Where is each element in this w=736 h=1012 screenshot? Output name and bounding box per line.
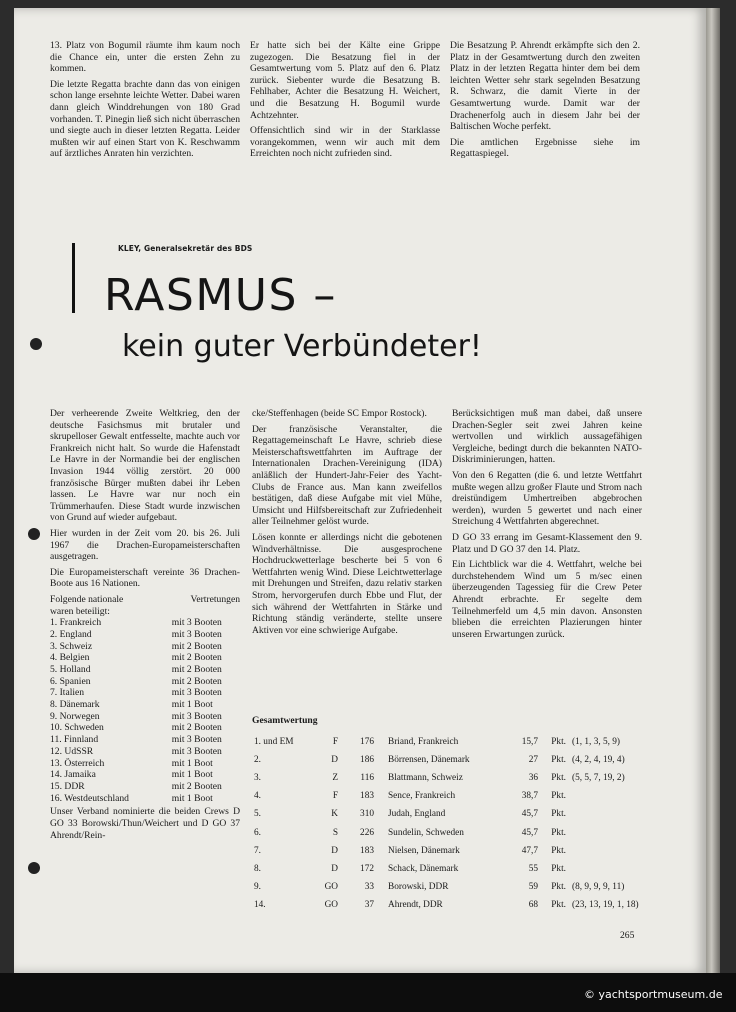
article-column-1 [50, 408, 240, 845]
results-name: Schack, Dänemark [388, 863, 459, 874]
nation-name: 2. England [50, 628, 92, 640]
nation-row [50, 617, 238, 629]
nation-name: 12. UdSSR [50, 745, 94, 757]
article-column-2 [252, 408, 442, 640]
paragraph: Er hatte sich bei der Kälte eine Grippe zugezogen. Die Besatzung fiel in der Gesamtwertung vom 5. Platz auf den 6. Platz zurück. Siebenter wurde die Besatzung B. Fehlhaber, Achter die Besatzung H. Weichert, und die Besatzung H. Bogumil wurde Achtzehnter. [250, 40, 440, 121]
results-place: 5. [254, 809, 261, 820]
results-prefix: D [331, 863, 338, 874]
nations-table [50, 617, 238, 804]
nation-name: 10. Schweden [50, 722, 104, 734]
nation-row [50, 746, 238, 758]
results-points: 27 [528, 755, 538, 766]
nations-intro-c: waren beteiligt: [50, 605, 110, 617]
results-title: Gesamtwertung [252, 715, 318, 726]
nation-row [50, 652, 238, 664]
top-column-3 [450, 40, 640, 164]
top-column-2 [250, 40, 440, 164]
results-unit: Pkt. [551, 773, 566, 784]
results-unit: Pkt. [551, 845, 566, 856]
nation-boats: mit 1 Boot [171, 699, 213, 711]
results-unit: Pkt. [551, 863, 566, 874]
results-name: Börrensen, Dänemark [388, 755, 470, 766]
nation-row [50, 769, 238, 781]
nation-boats: mit 3 Booten [171, 687, 222, 699]
paragraph: D GO 33 errang im Gesamt-Klassement den 9. Platz und D GO 37 den 14. Platz. [452, 531, 642, 555]
nation-name: 11. Finnland [50, 734, 99, 746]
page-number: 265 [620, 930, 635, 941]
paragraph: Die Europameisterschaft vereinte 36 Drachen-Boote aus 16 Nationen. [50, 566, 240, 590]
results-points: 45,7 [521, 809, 538, 820]
results-prefix: K [331, 809, 338, 820]
nation-name: 7. Italien [50, 687, 85, 699]
nation-boats: mit 3 Booten [171, 710, 222, 722]
results-place: 6. [254, 827, 261, 838]
nation-name: 1. Frankreich [50, 617, 102, 629]
nation-row [50, 641, 238, 653]
paragraph: Der verheerende Zweite Weltkrieg, den der deutsche Fasichsmus mit brutaler und skrupelloser Gewalt entfesselte, machte auch vor Frankreich nicht halt. So wurde die Hafenstadt Le Havre in der Normandie bei der englischen Invasion 1944 völlig zerstört. 20 000 französische Bürger mußten dabei ihr Leben lassen. Le Havre war nur noch ein Trümmerhaufen. Diese Stadt wurde inzwischen von Grund auf wieder aufgebaut. [50, 408, 240, 524]
paragraph: Offensichtlich sind wir in der Starklasse vorangekommen, wenn wir auch mit dem Erreichten noch nicht zufrieden sind. [250, 125, 440, 160]
top-column-1 [50, 40, 240, 164]
title-line-1: RASMUS – [104, 270, 337, 321]
paragraph: Unser Verband nominierte die beiden Crews D GO 33 Borowski/Thun/Weichert und D GO 37 Ahrendt/Rein- [50, 806, 240, 841]
results-place: 1. und EM [254, 737, 294, 748]
results-place: 4. [254, 791, 261, 802]
nation-boats: mit 3 Booten [171, 734, 222, 746]
results-place: 8. [254, 863, 261, 874]
nation-name: 3. Schweiz [50, 640, 93, 652]
heading-bar [72, 243, 75, 313]
results-sail-number: 37 [364, 899, 374, 910]
results-detail: (4, 2, 4, 19, 4) [572, 755, 625, 766]
results-detail [566, 860, 672, 878]
nation-name: 15. DDR [50, 780, 85, 792]
results-detail [566, 823, 672, 841]
binding-hole [30, 338, 42, 350]
results-row [254, 878, 672, 896]
results-points: 59 [528, 881, 538, 892]
nation-name: 16. Westdeutschland [50, 792, 129, 804]
results-detail [566, 842, 672, 860]
nation-boats: mit 1 Boot [171, 757, 213, 769]
results-name: Judah, England [388, 809, 446, 820]
results-sail-number: 186 [360, 755, 374, 766]
results-row [254, 787, 672, 805]
paragraph: Die Besatzung P. Ahrendt erkämpfte sich den 2. Platz in der Gesamtwertung durch den zweiten Platz in der letzten Regatta hinter dem bei dem leichten Wetter sehr stark segelnden Besatzung R. Schwarz, die damit Vierte in der Gesamtwertung wurde. Damit war der Drachenerfolg auch in diesem Jahr bei der Baltischen Woche perfekt. [450, 40, 640, 133]
nation-boats: mit 2 Booten [171, 652, 222, 664]
results-points: 45,7 [521, 827, 538, 838]
results-place: 9. [254, 881, 261, 892]
results-prefix: F [332, 791, 338, 802]
results-sail-number: 172 [360, 863, 374, 874]
results-unit: Pkt. [551, 737, 566, 748]
nation-boats: mit 1 Boot [171, 769, 213, 781]
results-sail-number: 226 [360, 827, 374, 838]
article-column-3 [452, 408, 642, 644]
results-name: Briand, Frankreich [388, 737, 459, 748]
nation-name: 4. Belgien [50, 652, 90, 664]
results-row [254, 842, 672, 860]
nation-name: 14. Jamaika [50, 769, 96, 781]
results-points: 55 [528, 863, 538, 874]
nation-boats: mit 2 Booten [171, 780, 222, 792]
nation-row [50, 664, 238, 676]
results-name: Blattmann, Schweiz [388, 773, 463, 784]
results-row [254, 733, 672, 751]
results-row [254, 823, 672, 841]
book-edge [706, 8, 720, 973]
results-unit: Pkt. [551, 899, 566, 910]
results-prefix: F [332, 737, 338, 748]
title-line-2: kein guter Verbündeter! [122, 329, 482, 364]
results-row [254, 896, 672, 914]
results-detail [566, 805, 672, 823]
nation-name: 5. Holland [50, 663, 91, 675]
results-name: Ahrendt, DDR [388, 899, 443, 910]
results-sail-number: 176 [360, 737, 374, 748]
results-prefix: D [331, 845, 338, 856]
results-detail: (23, 13, 19, 1, 18) [572, 899, 639, 910]
results-prefix: D [331, 755, 338, 766]
nations-intro-b: Vertretungen [190, 593, 240, 605]
results-prefix: GO [324, 899, 338, 910]
nations-intro [50, 594, 240, 606]
results-prefix: S [332, 827, 338, 838]
byline: KLEY, Generalsekretär des BDS [118, 244, 253, 253]
results-detail [566, 787, 672, 805]
nation-boats: mit 3 Booten [171, 745, 222, 757]
results-unit: Pkt. [551, 791, 566, 802]
nation-row [50, 687, 238, 699]
results-unit: Pkt. [551, 881, 566, 892]
results-points: 15,7 [521, 737, 538, 748]
results-sail-number: 183 [360, 845, 374, 856]
nation-row [50, 699, 238, 711]
results-sail-number: 310 [360, 809, 374, 820]
results-place: 2. [254, 755, 261, 766]
results-name: Sence, Frankreich [388, 791, 456, 802]
nation-row [50, 711, 238, 723]
results-row [254, 769, 672, 787]
paragraph: Der französische Veranstalter, die Regattagemeinschaft Le Havre, schrieb diese Meisterschaftswettfahrten im Auftrage der Internationalen Drachen-Vereinigung (IDA) anläßlich der Hundert-Jahr-Feier des Yacht-Clubs de France aus. Man kann zweifellos bestätigen, daß diese Aufgabe mit viel Mühe, Umsicht und Hilfsbereitschaft zur Zufriedenheit aller Teilnehmer gelöst wurde. [252, 423, 442, 528]
results-place: 3. [254, 773, 261, 784]
results-name: Borowski, DDR [388, 881, 449, 892]
paragraph: Berücksichtigen muß man dabei, daß unsere Drachen-Segler seit zwei Jahren keine wertvollen und wirklich aussagefähigen Vergleiche, bedingt durch die bekannten NATO-Diskriminierungen, hatten. [452, 408, 642, 466]
results-points: 47,7 [521, 845, 538, 856]
results-unit: Pkt. [551, 827, 566, 838]
nation-row [50, 781, 238, 793]
binding-hole [28, 862, 40, 874]
nation-name: 13. Österreich [50, 757, 105, 769]
paragraph: Ein Lichtblick war die 4. Wettfahrt, welche bei durchstehendem Wind um 5 m/sec einen überzeugenden Tagessieg für die Crew Peter Ahrendt erbrachte. Er segelte dem Teilnehmerfeld um 4,5 min davon. Ansonsten blieben die erreichten Plazierungen hinter unseren Erwartungen zurück. [452, 559, 642, 640]
paragraph: Von den 6 Regatten (die 6. und letzte Wettfahrt mußte wegen allzu großer Flaute und Strom nach dreistündigem Umhertreiben abgebrochen werden), wurden 5 gewertet und nach einer Streichung 4 Wettfahrten abgerechnet. [452, 469, 642, 528]
paragraph: 13. Platz von Bogumil räumte ihm kaum noch die Chance ein, unter die ersten Zehn zu kommen. [50, 40, 240, 75]
results-row [254, 805, 672, 823]
nation-boats: mit 1 Boot [171, 792, 213, 804]
results-name: Sundelin, Schweden [388, 827, 464, 838]
nation-boats: mit 3 Booten [171, 617, 222, 629]
nation-name: 8. Dänemark [50, 699, 100, 711]
results-points: 38,7 [521, 791, 538, 802]
paragraph: Lösen konnte er allerdings nicht die gebotenen Windverhältnisse. Die ausgesprochene Hochdruckwetterlage bescherte bei 5 von 6 Wettfahrten wenig Wind. Diese Leichtwetterlage mit Drehungen und Streifen, dazu relativ starken Strom, hervorgerufen durch Ebbe und Flut, der sich während der Wettfahrten in Stärke und Richtung ständig veränderte, stellte unsere Aktiven vor eine schwierige Aufgabe. [252, 531, 442, 636]
results-prefix: Z [332, 773, 338, 784]
results-sail-number: 116 [360, 773, 374, 784]
nations-intro-a: Folgende nationale [50, 593, 124, 605]
results-sail-number: 33 [364, 881, 374, 892]
results-detail: (5, 5, 7, 19, 2) [572, 773, 625, 784]
paragraph: Hier wurden in der Zeit vom 20. bis 26. Juli 1967 die Drachen-Europameisterschaften ausgetragen. [50, 527, 240, 563]
results-place: 14. [254, 899, 266, 910]
results-unit: Pkt. [551, 809, 566, 820]
results-prefix: GO [324, 881, 338, 892]
nation-name: 9. Norwegen [50, 710, 100, 722]
results-sail-number: 183 [360, 791, 374, 802]
nation-boats: mit 2 Booten [171, 640, 222, 652]
results-unit: Pkt. [551, 755, 566, 766]
paragraph: Die letzte Regatta brachte dann das von einigen schon lange ersehnte leichte Wetter. Dabei waren dann gleich Winddrehungen von 180 Grad vorhanden. T. Pinegin ließ sich nicht überraschen und siegte auch in dieser letzten Regatta. Leider mußten wir auf einen Start von K. Reschwamm auf ärztliches Anraten hin verzichten. [50, 78, 240, 160]
results-points: 68 [528, 899, 538, 910]
nation-row [50, 629, 238, 641]
results-table [254, 733, 672, 914]
nation-row [50, 676, 238, 688]
nation-boats: mit 2 Booten [171, 663, 222, 675]
nation-name: 6. Spanien [50, 675, 91, 687]
paragraph: Die amtlichen Ergebnisse siehe im Regattaspiegel. [450, 136, 640, 160]
binding-hole [28, 528, 40, 540]
results-row [254, 751, 672, 769]
results-name: Nielsen, Dänemark [388, 845, 460, 856]
watermark: © yachtsportmuseum.de [584, 988, 723, 1001]
paragraph: cke/Steffenhagen (beide SC Empor Rostock). [252, 408, 427, 419]
nation-row [50, 793, 238, 805]
results-points: 36 [528, 773, 538, 784]
nation-row [50, 758, 238, 770]
nation-boats: mit 3 Booten [171, 628, 222, 640]
nation-boats: mit 2 Booten [171, 675, 222, 687]
results-detail: (8, 9, 9, 9, 11) [572, 881, 625, 892]
nation-row [50, 734, 238, 746]
results-row [254, 860, 672, 878]
results-place: 7. [254, 845, 261, 856]
nation-row [50, 722, 238, 734]
results-detail: (1, 1, 3, 5, 9) [572, 737, 621, 748]
nation-boats: mit 2 Booten [171, 722, 222, 734]
